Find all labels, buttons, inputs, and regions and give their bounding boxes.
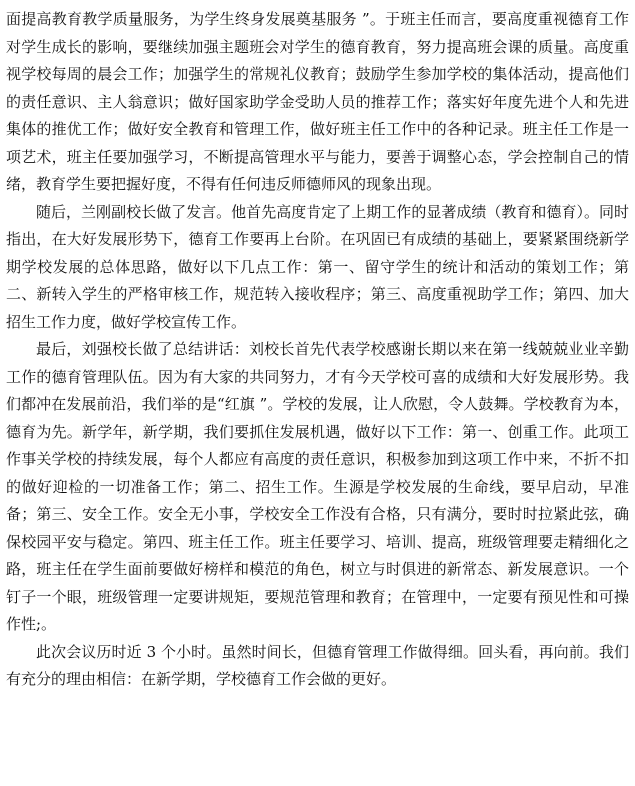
paragraph-vice-principal-speech: 随后，兰刚副校长做了发言。他首先高度肯定了上期工作的显著成绩（教育和德育）。同时指出，在大好发展形势下，德育工作要再上台阶。在巩固已有成绩的基础上，要紧紧围绕新学期学校发展的总体思路，做好以下几点工作：第一、留守学生的统计和活动的策划工作；第二、新转入学生的严格审核工作，规范转入接收程序；第三、高度重视助学工作；第四、加大招生工作力度，做好学校宣传工作。 — [6, 202, 629, 331]
paragraph-principal-summary: 最后，刘强校长做了总结讲话：刘校长首先代表学校感谢长期以来在第一线兢兢业业辛勤工作的德育管理队伍。因为有大家的共同努力，才有今天学校可喜的成绩和大好发展形势。我们都冲在发展前沿，我们举的是“红旗 ”。学校的发展，让人欣慰，令人鼓舞。学校教育为本，德育为先。新学年，新学期，我们要抓住发展机遇，做好以下工作：第一、创重工作。此项工作事关学校的持续发展，每个人都应有高度的责任意识，积极参加到这项工作中来，不折不扣的做好迎检的一切准备工作；第二、招生工作。生源是学校发展的生命线，要早启动，早准备；第三、安全工作。安全无小事，学校安全工作没有合格，只有满分，要时时拉紧此弦，确保校园平安与稳定。第四、班主任工作。班主任要学习、培训、提高，班级管理要走精细化之路，班主任在学生面前要做好榜样和模范的角色，树立与时俱进的新常态、新发展意识。一个钉子一个眼，班级管理一定要讲规矩，要规范管理和教育；在管理中，一定要有预见性和可操作性;。 — [6, 340, 629, 633]
paragraph-class-teacher-work: 面提高教育教学质量服务，为学生终身发展奠基服务 ”。于班主任而言，要高度重视德育工作对学生成长的影响，要继续加强主题班会对学生的德育教育，努力提高班会课的质量。高度重视学校每周的晨会工作；加强学生的常规礼仪教育；鼓励学生参加学校的集体活动，提高他们的责任意识、主人翁意识；做好国家助学金受助人员的推荐工作；落实好年度先进个人和先进集体的推优工作；做好安全教育和管理工作，做好班主任工作中的各种记录。班主任工作是一项艺术，班主任要加强学习，不断提高管理水平与能力，要善于调整心态，学会控制自己的情绪，教育学生要把握好度，不得有任何违反师德师风的现象出现。 — [6, 10, 629, 193]
paragraph-meeting-conclusion: 此次会议历时近 3 个小时。虽然时间长，但德育管理工作做得细。回头看，再向前。我们有充分的理由相信：在新学期，学校德育工作会做的更好。 — [6, 642, 629, 688]
